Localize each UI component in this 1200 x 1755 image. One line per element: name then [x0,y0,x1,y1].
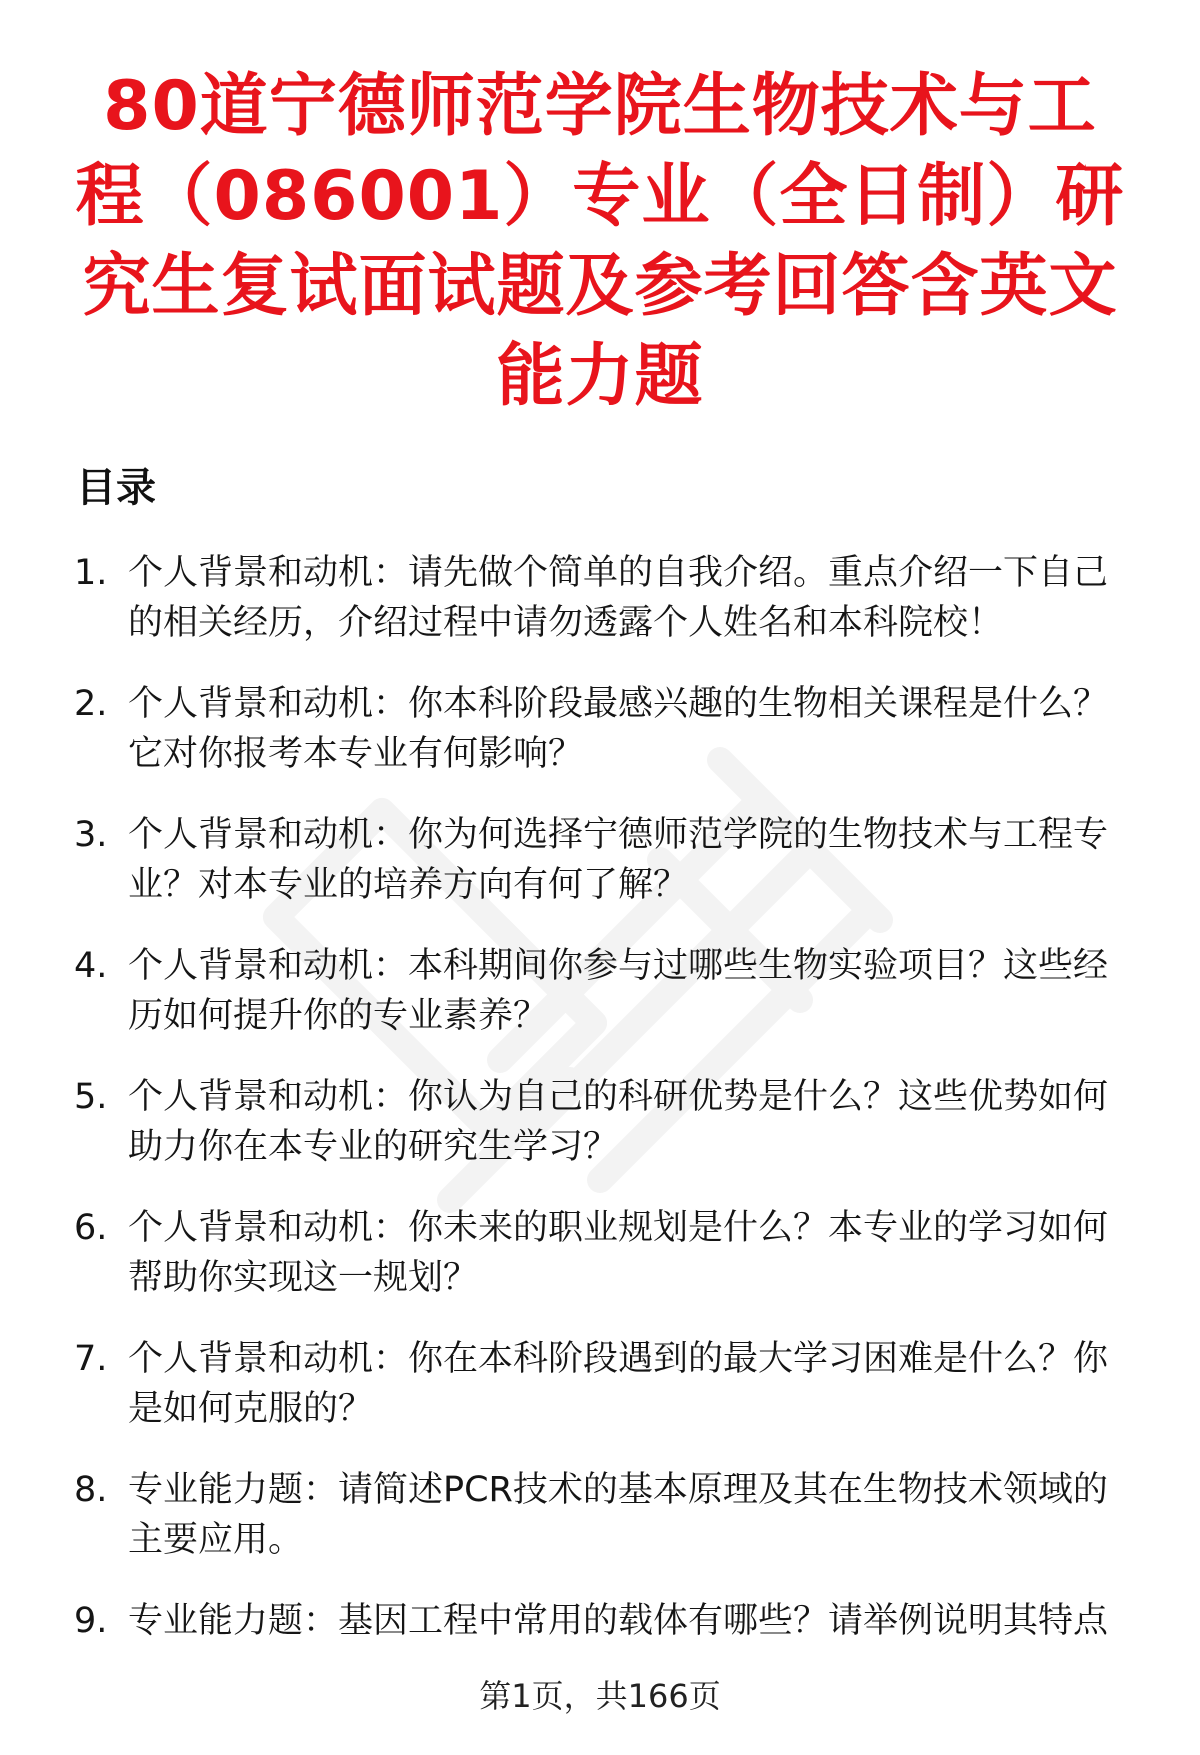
toc-item-text: 个人背景和动机：你未来的职业规划是什么？本专业的学习如何帮助你实现这一规划？ [128,1208,1109,1298]
toc-item-number: 9. [74,1601,108,1641]
toc-item-text: 个人背景和动机：你为何选择宁德师范学院的生物技术与工程专业？对本专业的培养方向有何了解？ [128,815,1109,905]
toc-item[interactable] [74,1596,1144,1646]
toc-item[interactable] [74,1203,1144,1303]
toc-item[interactable] [74,810,1144,910]
toc-item-text: 专业能力题：基因工程中常用的载体有哪些？请举例说明其特点 [128,1601,1109,1641]
toc-item-number: 5. [74,1077,108,1117]
toc-item-number: 3. [74,815,108,855]
toc-item[interactable] [74,941,1144,1041]
toc-item[interactable] [74,679,1144,779]
toc-item[interactable] [74,1334,1144,1434]
toc-item-text: 个人背景和动机：你本科阶段最感兴趣的生物相关课程是什么？它对你报考本专业有何影响？ [128,684,1109,774]
toc-item-text: 个人背景和动机：你在本科阶段遇到的最大学习困难是什么？你是如何克服的？ [128,1339,1109,1429]
toc-item-text: 个人背景和动机：请先做个简单的自我介绍。重点介绍一下自己的相关经历，介绍过程中请勿透露个人姓名和本科院校！ [128,553,1109,643]
toc-item[interactable] [74,1465,1144,1565]
toc-item-number: 6. [74,1208,108,1248]
toc-item-text: 个人背景和动机：本科期间你参与过哪些生物实验项目？这些经历如何提升你的专业素养？ [128,946,1109,1036]
toc-item-number: 7. [74,1339,108,1379]
toc-item[interactable] [74,548,1144,648]
document-title: 80道宁德师范学院生物技术与工程（086001）专业（全日制）研究生复试面试题及参考回答含英文能力题 [75,67,1125,416]
toc-item-number: 8. [74,1470,108,1510]
toc-item-number: 4. [74,946,108,986]
toc-item-text: 专业能力题：请简述PCR技术的基本原理及其在生物技术领域的主要应用。 [128,1470,1108,1560]
toc-heading: 目录 [76,465,156,511]
toc-item-text: 个人背景和动机：你认为自己的科研优势是什么？这些优势如何助力你在本专业的研究生学习？ [128,1077,1109,1167]
toc-item[interactable] [74,1072,1144,1172]
page-number: 第1页，共166页 [479,1677,721,1715]
toc-item-number: 1. [74,553,108,593]
toc-item-number: 2. [74,684,108,724]
